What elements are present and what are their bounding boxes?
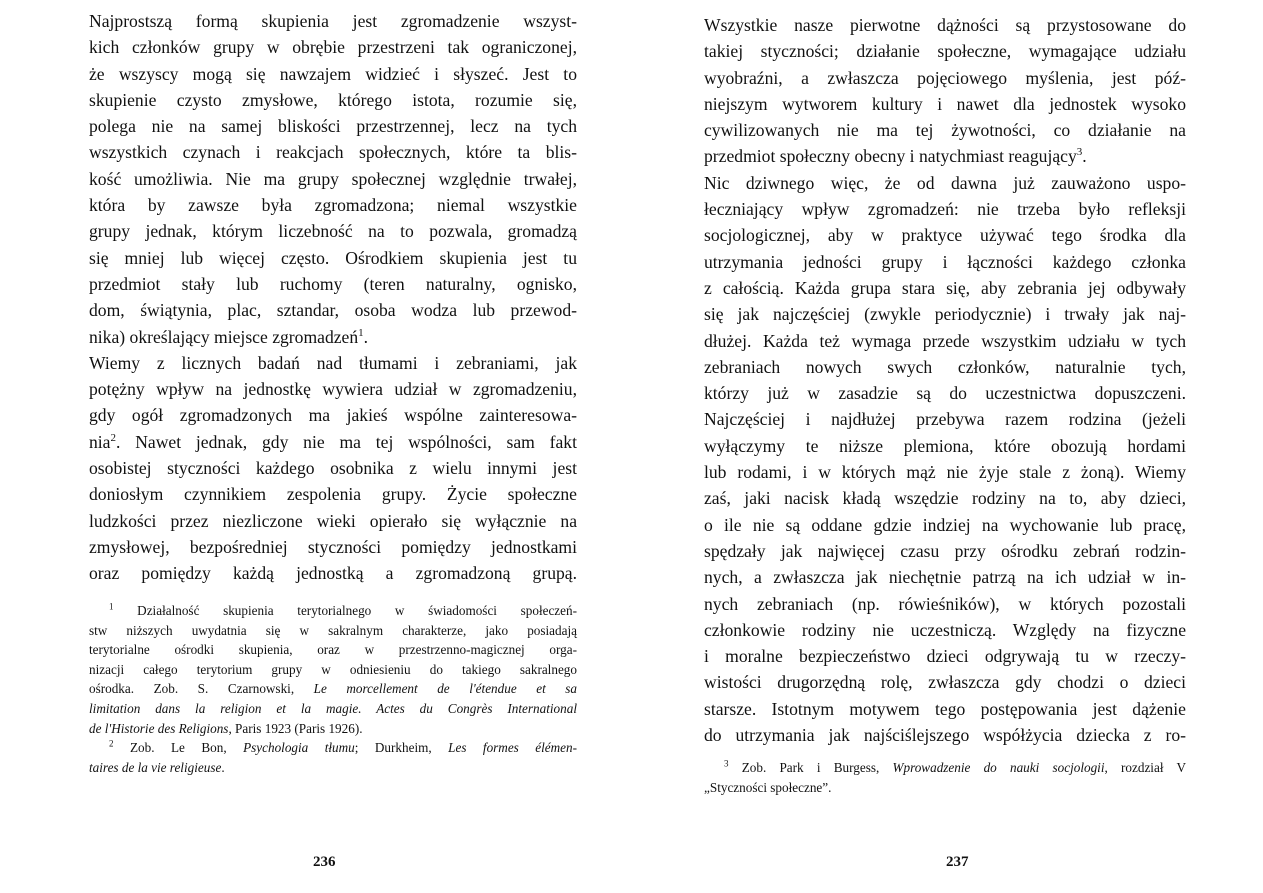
text-line: kich członków grupy w obrębie przestrzeni tak ograniczonej, xyxy=(89,37,577,58)
text-line: wyobraźni, a zwłaszcza pojęciowego myślenia, jest póź- xyxy=(704,67,1186,88)
right-paragraph-1 xyxy=(704,12,1186,170)
text-line: dłużej. Każda też wymaga przede wszystkim udziału w tych xyxy=(704,330,1186,351)
text-line: nia$^2$. Nawet jednak, gdy nie ma tej wspólności, sam fakt xyxy=(89,431,577,452)
page-number: 236 xyxy=(313,854,336,870)
left-paragraph-1 xyxy=(89,8,577,350)
left-page xyxy=(0,0,631,893)
footnote-line: stw niższych uwydatnia się w sakralnym charakterze, jako posiadają xyxy=(89,622,577,638)
footnote-line: nizacji całego terytorium grupy w odniesieniu do takiego sakralnego xyxy=(89,661,577,677)
footnote-line: limitation dans la religion et la magie. Actes du Congrès International xyxy=(89,700,577,716)
text-line: nych zebraniach (np. rówieśników), w których pozostali xyxy=(704,593,1186,614)
text-line: niejszym wytworem kultury i nawet dla jednostek wysoko xyxy=(704,93,1186,114)
text-line: która by zawsze była zgromadzona; niemal wszystkie xyxy=(89,195,577,216)
text-line: przedmiot społeczny obecny i natychmiast reagujący$^3$. xyxy=(704,146,1087,167)
text-line: wszystkich czynach i reakcjach społecznych, które ta blis- xyxy=(89,142,577,163)
footnote-line: de l'Historie des Religions, Paris 1923 (Paris 1926). xyxy=(89,720,363,736)
text-line: grupy jednak, którym liczebność na to pozwala, gromadzą xyxy=(89,221,577,242)
footnote-2 xyxy=(89,738,577,777)
text-line: cywilizowanych nie ma tej żywotności, co działanie na xyxy=(704,120,1186,141)
text-line: oraz pomiędzy każdą jednostką a zgromadzoną grupą. xyxy=(89,563,577,584)
text-line: nych, a zwłaszcza jak niechętnie patrzą na ich udział w in- xyxy=(704,567,1186,588)
footnote-line: $^1$ Działalność skupienia terytorialnego w świadomości społeczeń- xyxy=(109,601,578,618)
text-line: że wszyscy mogą się nawzajem widzieć i słyszeć. Jest to xyxy=(89,63,577,84)
text-line: się mniej lub więcej często. Ośrodkiem skupienia jest tu xyxy=(89,247,577,268)
left-footnotes xyxy=(89,601,577,777)
text-line: Wszystkie nasze pierwotne dążności są przystosowane do xyxy=(704,15,1186,35)
text-line: ludzkości przez niezliczone wieki opierało się wyłącznie na xyxy=(89,510,577,531)
footnote-ref: 3 xyxy=(1076,146,1083,159)
text-line: Wiemy z licznych badań nad tłumami i zebraniami, jak xyxy=(89,352,577,373)
footnote-line: $^2$ Zob. Le Bon, Psychologia tłumu; Durkheim, Les formes élémen- xyxy=(109,738,578,756)
text-line: lub rodami, i w których mąż nie żyje stale z żoną). Wiemy xyxy=(704,462,1186,483)
text-line: dom, świątynia, plac, sztandar, osoba wodza lub przewod- xyxy=(89,300,577,321)
footnote-1 xyxy=(89,601,577,738)
text-line: się jak najczęściej (zwykle periodycznie) i trwały jak naj- xyxy=(704,304,1186,325)
text-line: zmysłowej, bezpośredniej styczności pomiędzy jednostkami xyxy=(89,536,577,557)
text-line: skupienie czysto zmysłowe, którego istota, rozumie się, xyxy=(89,89,577,110)
page-number: 237 xyxy=(946,854,969,870)
text-line: Najprostszą formą skupienia jest zgromadzenie wszyst- xyxy=(89,11,577,31)
text-line: spędzały jak najwięcej czasu przy ośrodku zebrań rodzin- xyxy=(704,540,1186,561)
text-line: zaś, jaki nacisk kładą wszędzie rodziny na to, aby dzieci, xyxy=(704,488,1186,509)
text-line: wistości drugorzędną rolę, zwłaszcza gdy chodzi o dzieci xyxy=(704,672,1186,693)
right-footnotes xyxy=(704,758,1186,797)
left-page-body xyxy=(89,8,577,587)
text-line: takiej styczności; działanie społeczne, wymagające udziału xyxy=(704,41,1186,62)
text-line: socjologicznej, aby w praktyce używać tego środka dla xyxy=(704,225,1186,246)
text-line: którzy już w zasadzie są do uczestnictwa dopuszczeni. xyxy=(704,383,1186,404)
text-line: Nic dziwnego więc, że od dawna już zauważono uspo- xyxy=(704,172,1186,193)
footnote-line: $^3$ Zob. Park i Burgess, Wprowadzenie do nauki socjologii, rozdział V xyxy=(724,758,1186,775)
text-line: doniosłym czynnikiem zespolenia grupy. Życie społeczne xyxy=(89,484,577,505)
left-paragraph-2 xyxy=(89,350,577,587)
text-line: do utrzymania jak najściślejszego współżycia dziecka z ro- xyxy=(704,725,1186,746)
text-line: nika) określający miejsce zgromadzeń$^1$. xyxy=(89,326,369,347)
text-line: potężny wpływ na jednostkę wywiera udział w zgromadzeniu, xyxy=(89,379,577,400)
text-line: polega nie na samej bliskości przestrzennej, lecz na tych xyxy=(89,116,577,137)
text-line: starsze. Istotnym motywem tego postępowania jest dążenie xyxy=(704,698,1186,719)
text-line: wyłączymy te niższe plemiona, które obozują hordami xyxy=(704,435,1186,456)
footnote-line: taires de la vie religieuse. xyxy=(89,759,225,775)
footnote-line: terytorialne ośrodki skupienia, oraz w przestrzenno-magicznej orga- xyxy=(89,642,577,658)
text-line: osobistej styczności każdego osobnika z wielu innymi jest xyxy=(89,458,577,479)
right-page xyxy=(631,0,1263,893)
text-line: łeczniający wpływ zgromadzeń: nie trzeba było refleksji xyxy=(704,199,1186,220)
text-line: utrzymania jedności grupy i łączności każdego członka xyxy=(704,251,1186,272)
text-line: przedmiot stały lub ruchomy (teren naturalny, ognisko, xyxy=(89,273,577,294)
footnote-ref: 2 xyxy=(110,431,116,444)
text-line: z całością. Każda grupa stara się, aby zebrania jej odbywały xyxy=(704,277,1186,298)
right-paragraph-3 xyxy=(704,406,1186,748)
footnote-3 xyxy=(704,758,1186,797)
text-line: zebraniach nowych swych członków, naturalnie tych, xyxy=(704,356,1186,377)
footnote-ref: 1 xyxy=(358,326,364,339)
text-line: gdy ogół zgromadzonych ma jakieś wspólne zainteresowa- xyxy=(89,405,577,426)
footnote-line: „Styczności społeczne”. xyxy=(704,779,832,795)
text-line: kość umożliwia. Nie ma grupy społecznej względnie trwałej, xyxy=(89,168,577,189)
text-line: Najczęściej i najdłużej przebywa razem rodzina (jeżeli xyxy=(704,409,1186,430)
text-line: członkowie rodziny nie uczestniczą. Względy na fizyczne xyxy=(704,619,1186,640)
footnote-line: ośrodka. Zob. S. Czarnowski, Le morcellement de l'étendue et sa xyxy=(89,681,578,697)
right-page-body xyxy=(704,12,1186,748)
text-line: i moralne bezpieczeństwo dzieci odgrywają tu w rzeczy- xyxy=(704,646,1186,667)
right-paragraph-2 xyxy=(704,170,1186,407)
text-line: o ile nie są oddane gdzie indziej na wychowanie lub pracę, xyxy=(704,514,1186,535)
